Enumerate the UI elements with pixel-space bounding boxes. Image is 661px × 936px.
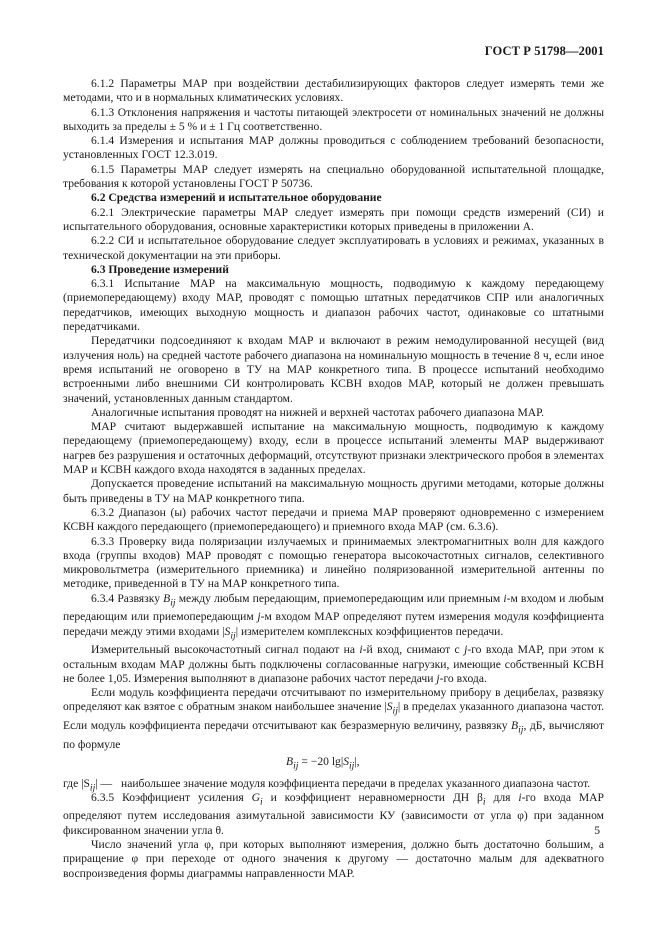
paragraph-6-1-2: 6.1.2 Параметры МАР при воздействии дестабилизирующих факторов следует измерять теми же методами, что и в нормальных климатических условиях. <box>63 77 604 105</box>
where-label: где $|S_{ij}|$ — <box>63 776 113 793</box>
formula-where-clause <box>63 777 604 791</box>
paragraph-6-3-1: 6.3.1 Испытание МАР на максимальную мощность, подводимую к каждому передающему (приемопередающему) входу МАР, проводят с помощью штатных передатчиков СПР или аналогичных передатчиков, имеющих выходную мощность и диапазон рабочих частот, одинаковые со штатными передатчиками. <box>63 277 604 334</box>
page-number: 5 <box>594 824 600 837</box>
paragraph-test-passed: МАР считают выдержавшей испытание на максимальную мощность, подводимую к каждому передающему (приемопередающему) входу, если в процессе испытаний элементы МАР выдерживают нагрев без разрушения и остаточных деформаций, отсутствуют признаки электрического пробоя в элементах МАР и КСВН каждого входа находятся в заданных пределах. <box>63 420 604 477</box>
paragraph-angle-values: Число значений угла φ, при которых выполняют измерения, должно быть достаточно большим, а приращение φ при переходе от одного значения к другому — достаточно малым для адекватного воспроизведения формы диаграммы направленности МАР. <box>63 838 604 880</box>
paragraph-other-methods: Допускается проведение испытаний на максимальную мощность другими методами, которые должны быть приведены в ТУ на МАР конкретного типа. <box>63 477 604 505</box>
paragraph-signal: Измерительный высокочастотный сигнал подают на i-й вход, снимают с j-го входа МАР, при этом к остальным входам МАР должны быть подключены согласованные нагрузки, имеющие собственный КСВН не более 1,05. Измерения выполняют в диапазоне рабочих частот передачи j-го входа. <box>63 643 604 685</box>
paragraph-6-3-5: 6.3.5 Коэффициент усиления $G_i$ и коэффициент неравномерности ДН $\beta_i$ для i-го входа МАР определяют путем исследования азимутальной зависимости КУ (зависимости от угла φ) при заданном фиксированном значении угла θ. <box>63 790 604 837</box>
isolation-formula: $B_{ij} = -20$ $\lg|S_{ij}|$, <box>286 754 360 772</box>
paragraph-similar-tests: Аналогичные испытания проводят на нижней и верхней частотах рабочего диапазона МАР. <box>91 405 545 419</box>
standard-header: ГОСТ Р 51798—2001 <box>484 44 604 58</box>
section-heading-6-2: 6.2 Средства измерений и испытательное оборудование <box>91 191 382 205</box>
paragraph-6-3-3: 6.3.3 Проверку вида поляризации излучаемых и принимаемых электромагнитных волн для каждого входа (группы входов) МАР проводят с помощью генератора высокочастотных сигналов, селективного микровольтметра (измерительного приемника) и линейно поляризованной измерительной антенны по методике, приведенной в ТУ на МАР конкретного типа. <box>63 534 604 591</box>
page-content <box>63 77 604 881</box>
paragraph-6-1-3: 6.1.3 Отклонения напряжения и частоты питающей электросети от номинальных значений не должны выходить за пределы ± 5 % и ± 1 Гц соответственно. <box>63 105 604 133</box>
where-text: наибольшее значение модуля коэффициента передачи в пределах указанного диапазона частот. <box>121 776 591 790</box>
paragraph-decibels: Если модуль коэффициента передачи отсчитывают по измерительному прибору в децибелах, развязку определяют как взятое с обратным знаком наибольшее значение $|S_{ij}|$ в пределах указанного диапазона частот. Если модуль коэффициента передачи отсчитывают как безразмерную величину, развязку $B_{ij}$, дБ, вычисляют по формуле <box>63 686 605 751</box>
paragraph-6-1-5: 6.1.5 Параметры МАР следует измерять на специально оборудованной испытательной площадке, требования к которой установлены ГОСТ Р 50736. <box>63 162 604 191</box>
paragraph-6-3-2: 6.3.2 Диапазон (ы) рабочих частот передачи и приема МАР проверяют одновременно с измерением КСВН каждого передающего (приемопередающего) и приемного входа МАР (см. 6.3.6). <box>63 505 604 534</box>
paragraph-6-3-4: 6.3.4 Развязку $B_{ij}$ между любым передающим, приемопередающим или приемным i-м входом и любым передающим или приемопередающим j-м входом МАР определяют путем измерения модуля коэффициента передачи между этими входами $|S_{ij}|$ измерителем комплексных коэффициентов передачи. <box>63 591 604 641</box>
paragraph-6-1-4: 6.1.4 Измерения и испытания МАР должны проводиться с соблюдением требований безопасности, установленных ГОСТ 12.3.019. <box>63 134 604 162</box>
paragraph-transmitters: Передатчики подсоединяют к входам МАР и включают в режим немодулированной несущей (вид излучения ноль) на средней частоте рабочего диапазона на номинальную мощность в течение 8 ч, если иное время испытаний не оговорено в ТУ на МАР конкретного типа. В процессе испытаний необходимо встроенными либо внешними СИ контролировать КСВН входов МАР, который не должен превышать значений, установленных данным стандартом. <box>63 334 604 405</box>
section-heading-6-3: 6.3 Проведение измерений <box>91 262 229 276</box>
paragraph-6-2-1: 6.2.1 Электрические параметры МАР следует измерять при помощи средств измерений (СИ) и испытательного оборудования, основные характеристики которых приведены в приложении А. <box>63 205 604 233</box>
paragraph-6-2-2: 6.2.2 СИ и испытательное оборудование следует эксплуатировать в условиях и режимах, указанных в технической документации на эти приборы. <box>63 234 604 262</box>
